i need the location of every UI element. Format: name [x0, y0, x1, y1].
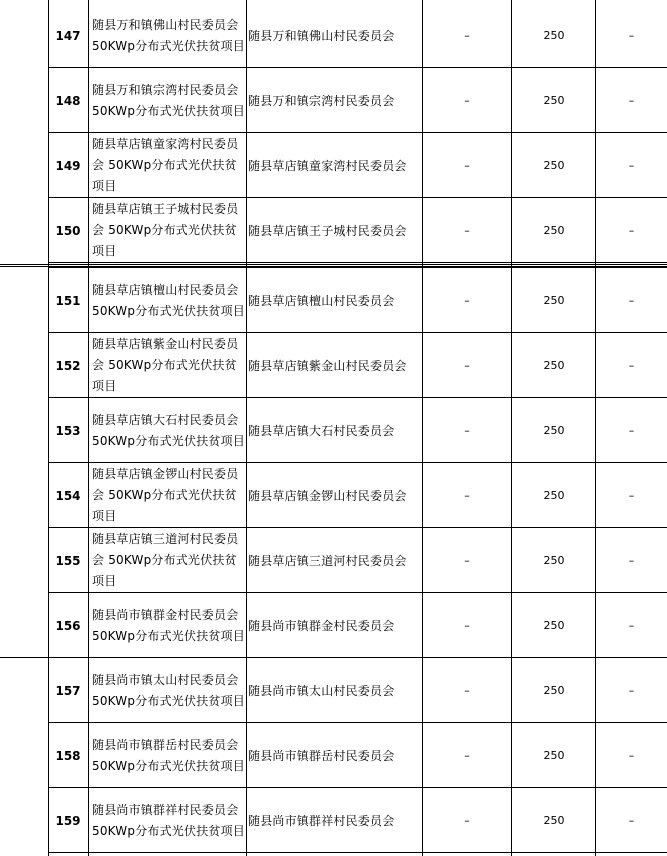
capacity-value: 250: [543, 554, 565, 567]
project-name: 随县草店镇紫金山村民委员会 50KWp分布式光伏扶贫项目: [92, 337, 239, 393]
row-divider: [48, 197, 667, 198]
row-divider: [48, 787, 667, 788]
owner-name: 随县尚市镇群祥村民委员会: [248, 814, 395, 828]
owner-name: 随县尚市镇群金村民委员会: [248, 619, 395, 633]
owner-name: 随县万和镇宗湾村民委员会: [248, 94, 395, 108]
row-number: 155: [55, 553, 81, 568]
project-name: 随县草店镇大石村民委员会 50KWp分布式光伏扶贫项目: [92, 412, 245, 448]
owner-name: 随县草店镇紫金山村民委员会: [248, 359, 407, 373]
empty-value: –: [628, 489, 635, 502]
row-number: 149: [55, 158, 81, 173]
column-divider: [246, 0, 247, 856]
column-divider: [48, 0, 49, 856]
capacity-value: 250: [543, 94, 565, 107]
row-divider: [0, 657, 667, 658]
capacity-value: 250: [543, 619, 565, 632]
empty-value: –: [628, 619, 635, 632]
row-number: 151: [55, 293, 81, 308]
empty-value: –: [628, 224, 635, 237]
table-row: [0, 593, 667, 658]
table-row: [0, 398, 667, 463]
row-divider: [48, 132, 667, 133]
table-row: [0, 333, 667, 398]
capacity-value: 250: [543, 749, 565, 762]
capacity-value: 250: [543, 224, 565, 237]
project-name: 随县尚市镇太山村民委员会 50KWp分布式光伏扶贫项目: [92, 672, 245, 708]
row-number: 153: [55, 423, 81, 438]
empty-value: –: [628, 294, 635, 307]
capacity-value: 250: [543, 424, 565, 437]
column-divider: [422, 0, 423, 856]
page-break-line: [0, 264, 667, 265]
owner-name: 随县草店镇童家湾村民委员会: [248, 159, 407, 173]
project-name: 随县草店镇王子城村民委员会 50KWp分布式光伏扶贫项目: [92, 202, 239, 258]
owner-name: 随县尚市镇群岳村民委员会: [248, 749, 395, 763]
row-divider: [48, 67, 667, 68]
page-break-line: [0, 266, 667, 267]
project-name: 随县草店镇檀山村民委员会 50KWp分布式光伏扶贫项目: [92, 282, 245, 318]
empty-value: –: [464, 94, 470, 107]
table-row: [0, 788, 667, 853]
capacity-value: 250: [543, 814, 565, 827]
capacity-value: 250: [543, 359, 565, 372]
empty-value: –: [628, 94, 635, 107]
project-name: 随县草店镇金锣山村民委员会 50KWp分布式光伏扶贫项目: [92, 467, 239, 523]
empty-value: –: [464, 29, 470, 42]
owner-name: 随县草店镇三道河村民委员会: [248, 554, 407, 568]
capacity-value: 250: [543, 489, 565, 502]
owner-name: 随县尚市镇太山村民委员会: [248, 684, 395, 698]
table-row: [0, 68, 667, 133]
row-number: 156: [55, 618, 81, 633]
project-name: 随县草店镇童家湾村民委员会 50KWp分布式光伏扶贫项目: [92, 137, 239, 193]
project-name: 随县万和镇佛山村民委员会 50KWp分布式光伏扶贫项目: [92, 17, 245, 53]
empty-value: –: [464, 554, 470, 567]
capacity-value: 250: [543, 684, 565, 697]
capacity-value: 250: [543, 159, 565, 172]
table-row: [0, 463, 667, 528]
owner-name: 随县草店镇大石村民委员会: [248, 424, 395, 438]
empty-value: –: [628, 359, 635, 372]
table-row: [0, 3, 667, 68]
empty-value: –: [628, 749, 635, 762]
table-row: [0, 133, 667, 198]
row-number: 152: [55, 358, 81, 373]
empty-value: –: [628, 159, 635, 172]
row-divider: [48, 262, 667, 263]
row-number: 158: [55, 748, 81, 763]
row-divider: [48, 527, 667, 528]
row-number: 154: [55, 488, 81, 503]
project-name: 随县草店镇三道河村民委员会 50KWp分布式光伏扶贫项目: [92, 532, 239, 588]
row-divider: [48, 332, 667, 333]
empty-value: –: [464, 814, 470, 827]
row-divider: [48, 462, 667, 463]
row-number: 150: [55, 223, 81, 238]
empty-value: –: [464, 294, 470, 307]
row-number: 148: [55, 93, 81, 108]
project-name: 随县尚市镇群岳村民委员会 50KWp分布式光伏扶贫项目: [92, 737, 245, 773]
owner-name: 随县草店镇金锣山村民委员会: [248, 489, 407, 503]
empty-value: –: [464, 359, 470, 372]
capacity-value: 250: [543, 29, 565, 42]
row-divider: [48, 852, 667, 853]
row-divider: [48, 592, 667, 593]
table-row: [0, 723, 667, 788]
row-divider: [48, 397, 667, 398]
table-row: [0, 198, 667, 263]
table-row: [0, 658, 667, 723]
empty-value: –: [628, 29, 635, 42]
empty-value: –: [628, 424, 635, 437]
empty-value: –: [464, 684, 470, 697]
owner-name: 随县万和镇佛山村民委员会: [248, 29, 395, 43]
empty-value: –: [628, 814, 635, 827]
empty-value: –: [628, 554, 635, 567]
row-number: 147: [55, 28, 81, 43]
empty-value: –: [464, 489, 470, 502]
project-name: 随县万和镇宗湾村民委员会 50KWp分布式光伏扶贫项目: [92, 82, 245, 118]
row-divider: [48, 267, 667, 268]
column-divider: [595, 0, 596, 856]
empty-value: –: [464, 619, 470, 632]
project-name: 随县尚市镇群祥村民委员会 50KWp分布式光伏扶贫项目: [92, 802, 245, 838]
row-number: 157: [55, 683, 81, 698]
empty-value: –: [464, 224, 470, 237]
empty-value: –: [464, 159, 470, 172]
empty-value: –: [628, 684, 635, 697]
row-number: 159: [55, 813, 81, 828]
owner-name: 随县草店镇檀山村民委员会: [248, 294, 395, 308]
row-divider: [48, 722, 667, 723]
owner-name: 随县草店镇王子城村民委员会: [248, 224, 407, 238]
table-row: [0, 268, 667, 333]
column-divider: [88, 0, 89, 856]
column-divider: [511, 0, 512, 856]
table-row: [0, 528, 667, 593]
capacity-value: 250: [543, 294, 565, 307]
project-name: 随县尚市镇群金村民委员会 50KWp分布式光伏扶贫项目: [92, 607, 245, 643]
empty-value: –: [464, 424, 470, 437]
empty-value: –: [464, 749, 470, 762]
